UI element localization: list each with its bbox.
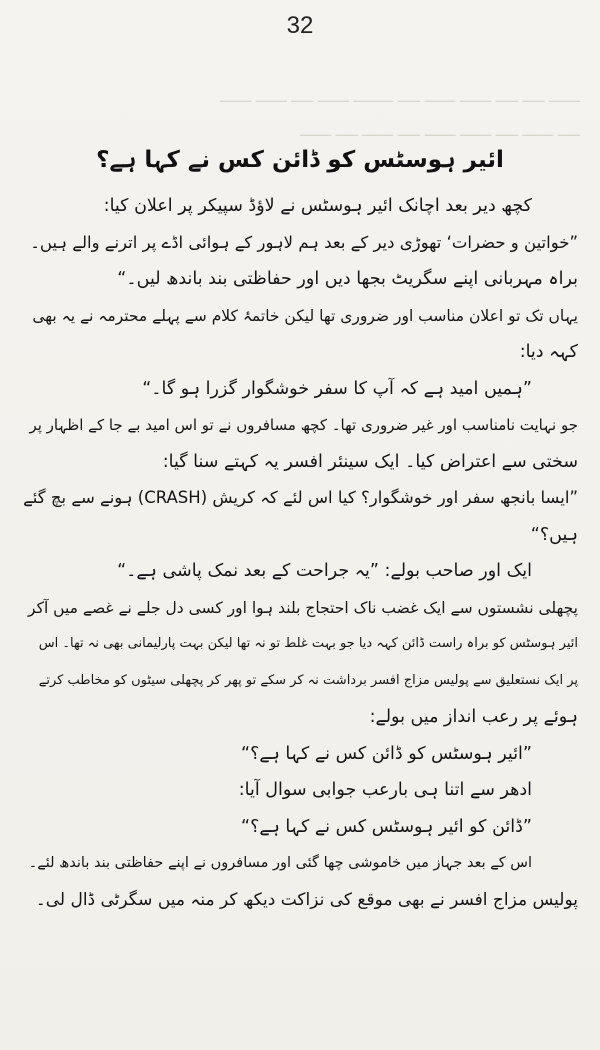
text-line: پچھلی نشستوں سے ایک غضب ناک احتجاج بلند ہوا اور کسی دل جلے نے غصے میں آکر	[28, 598, 578, 617]
text-line: کہہ دیا:	[519, 342, 578, 362]
show-through-line: ـــــــ ـــــ ـــــ ـــــــ ـــــــ ـــــ ـــــــــ ـــــــ ـــــ ـــــــ ـــــــ	[220, 88, 580, 106]
text-line: کچھ دیر بعد اچانک ائیر ہوسٹس نے لاؤڈ سپیکر پر اعلان کیا:	[103, 196, 532, 216]
text-line: ہیں؟“	[530, 524, 578, 545]
page-content	[22, 140, 578, 918]
page-number: 32	[286, 12, 314, 39]
text-line: ”ائیر ہوسٹس کو ڈائن کس نے کہا ہے؟“	[241, 743, 532, 764]
text-line: ”خواتین و حضرات‘ تھوڑی دیر کے بعد ہم لاہور کے ہوائی اڈے پر اترنے والے ہیں۔	[30, 232, 578, 252]
text-line: براہ مہربانی اپنے سگریٹ بجھا دیں اور حفاظتی بند باندھ لیں۔“	[117, 269, 578, 289]
text-line: ”ہمیں امید ہے کہ آپ کا سفر خوشگوار گزرا ہو گا۔“	[142, 378, 532, 399]
text-line: ایک اور صاحب بولے: ”یہ جراحت کے بعد نمک پاشی ہے۔“	[117, 561, 532, 581]
text-line: یہاں تک تو اعلان مناسب اور ضروری تھا لیکن خاتمۂ کلام سے پہلے محترمہ نے یہ بھی	[32, 306, 578, 325]
text-line: سختی سے اعتراض کیا۔ ایک سینئر افسر یہ کہتے سنا گیا:	[162, 451, 578, 472]
show-through-line: ـــــ ـــــــ ـــــ ـــــــ ـــــــ ـــــ ـــــــ ـــــ ـــــــ	[300, 122, 580, 140]
text-line: ”ڈائن کو ائیر ہوسٹس کس نے کہا ہے؟“	[241, 816, 532, 837]
text-line: جو نہایت نامناسب اور غیر ضروری تھا۔ کچھ مسافروں نے تو اس امید بے جا کے اظہار پر	[29, 416, 578, 434]
text-line: ائیر ہوسٹس کو براہ راست ڈائن کہہ دیا جو بہت غلط تو نہ تھا لیکن بہت پارلیمانی بھی نہ تھا۔ اس	[38, 636, 578, 651]
text-line: ”ایسا بانجھ سفر اور خوشگوار؟ کیا اس لئے کہ کریش (CRASH) ہونے سے بچ گئے	[23, 488, 578, 507]
text-line: اس کے بعد جہاز میں خاموشی چھا گئی اور مسافروں نے اپنے حفاظتی بند باندھ لئے۔	[28, 855, 532, 871]
text-line: پولیس مزاج افسر نے بھی موقع کی نزاکت دیکھ کر منہ میں سگرٹی ڈال لی۔	[35, 889, 578, 910]
text-line: پر ایک نستعلیق سے پولیس مزاج افسر برداشت نہ کر سکے تو پھر کر پچھلی سیٹوں کو مخاطب کرتے	[38, 672, 578, 688]
chapter-heading: ائیر ہوسٹس کو ڈائن کس نے کہا ہے؟	[96, 147, 504, 173]
text-line: ہوئے پر رعب انداز میں بولے:	[369, 707, 578, 727]
text-line: ادھر سے اتنا ہی بارعب جوابی سوال آیا:	[238, 780, 532, 800]
